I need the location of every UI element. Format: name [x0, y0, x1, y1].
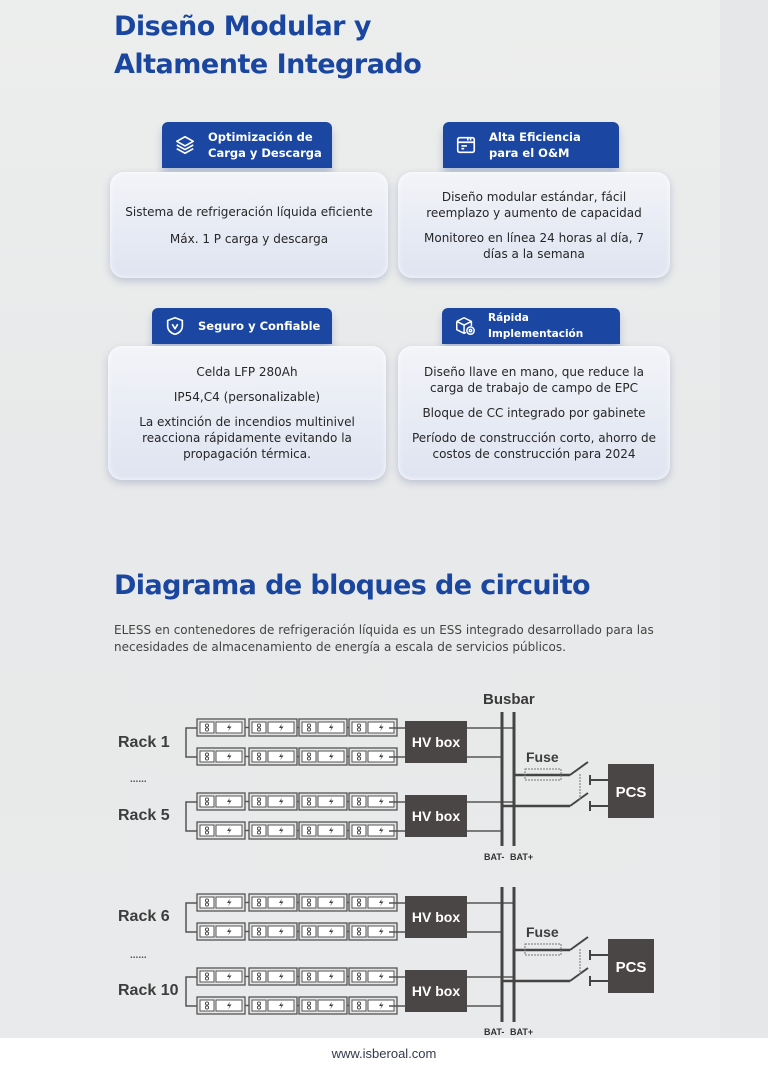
svg-text:HV box: HV box — [411, 734, 461, 750]
feature-item: Máx. 1 P carga y descarga — [169, 231, 329, 246]
feature-tab — [443, 122, 619, 168]
page-title-line1: Diseño Modular y — [114, 11, 371, 42]
circuit-group-1 — [118, 712, 654, 862]
bat-plus-label: BAT+ — [510, 1027, 534, 1037]
bat-minus-label: BAT- — [484, 1027, 505, 1037]
feature-card-om — [398, 122, 676, 278]
feature-tab — [442, 308, 620, 344]
svg-text:HV box: HV box — [411, 808, 461, 824]
layers-icon — [174, 134, 196, 156]
circuit-title: Diagrama de bloques de circuito — [114, 570, 590, 601]
svg-text:PCS: PCS — [615, 959, 647, 976]
feature-item: Período de construcción corto, ahorro de costos de construcción para 2024 — [411, 431, 657, 461]
feature-item: La extinción de incendios multinivel reacciona rápidamente evitando la propagación térmica. — [139, 415, 355, 461]
fuse-label: Fuse — [526, 749, 559, 765]
circuit-description: ELESS en contenedores de refrigeración líquida es un ESS integrado desarrollado para las necesidades de almacenamiento de energía a escala de servicios públicos. — [114, 623, 654, 654]
feature-tab — [152, 308, 332, 344]
footer-url[interactable]: www.isberoal.com — [331, 1046, 437, 1061]
circuit-group-2 — [118, 887, 654, 1037]
feature-item: Celda LFP 280Ah — [196, 365, 298, 379]
feature-body — [108, 346, 386, 480]
feature-card-safety — [108, 308, 386, 480]
shield-check-icon — [164, 315, 186, 337]
svg-text:HV box: HV box — [411, 909, 461, 925]
feature-item: IP54,C4 (personalizable) — [173, 390, 321, 404]
right-margin — [720, 0, 768, 1038]
feature-body — [398, 172, 670, 278]
rack-label: Rack 6 — [118, 908, 170, 925]
rack-ellipsis: ...... — [130, 774, 147, 785]
feature-title-line1: Optimización de — [208, 130, 313, 144]
feature-title-line2: Carga y Descarga — [208, 146, 322, 160]
feature-body — [110, 172, 388, 278]
feature-body — [398, 346, 670, 480]
feature-tab — [162, 122, 332, 168]
bat-minus-label: BAT- — [484, 852, 505, 862]
rack-ellipsis: ...... — [130, 950, 147, 961]
feature-item: Diseño llave en mano, que reduce la carga de trabajo de campo de EPC — [424, 365, 644, 395]
feature-item: Bloque de CC integrado por gabinete — [422, 406, 646, 420]
page-title — [114, 8, 674, 84]
svg-text:HV box: HV box — [411, 983, 461, 999]
feature-title-line1: Seguro y Confiable — [198, 319, 321, 333]
feature-title-line1: Rápida Implementación — [488, 312, 584, 340]
rack-label: Rack 10 — [118, 982, 179, 999]
monitor-window-icon — [455, 134, 477, 156]
feature-card-charge — [110, 122, 388, 278]
rack-label: Rack 1 — [118, 734, 170, 751]
fuse-label: Fuse — [526, 924, 559, 940]
feature-card-deployment — [398, 308, 676, 480]
feature-item: Monitoreo en línea 24 horas al día, 7 días a la semana — [424, 230, 644, 261]
package-gear-icon — [454, 315, 476, 337]
feature-title-line1: Alta Eficiencia — [489, 130, 581, 144]
feature-item: Sistema de refrigeración líquida eficiente — [125, 204, 373, 219]
feature-title-line2: para el O&M — [489, 146, 570, 160]
bat-plus-label: BAT+ — [510, 852, 534, 862]
busbar-label: Busbar — [483, 691, 535, 708]
feature-item: Diseño modular estándar, fácil reemplazo y aumento de capacidad — [426, 189, 642, 220]
page-title-line2: Altamente Integrado — [114, 49, 422, 80]
rack-label: Rack 5 — [118, 807, 170, 824]
svg-text:PCS: PCS — [615, 784, 647, 801]
circuit-diagram — [0, 680, 720, 1040]
